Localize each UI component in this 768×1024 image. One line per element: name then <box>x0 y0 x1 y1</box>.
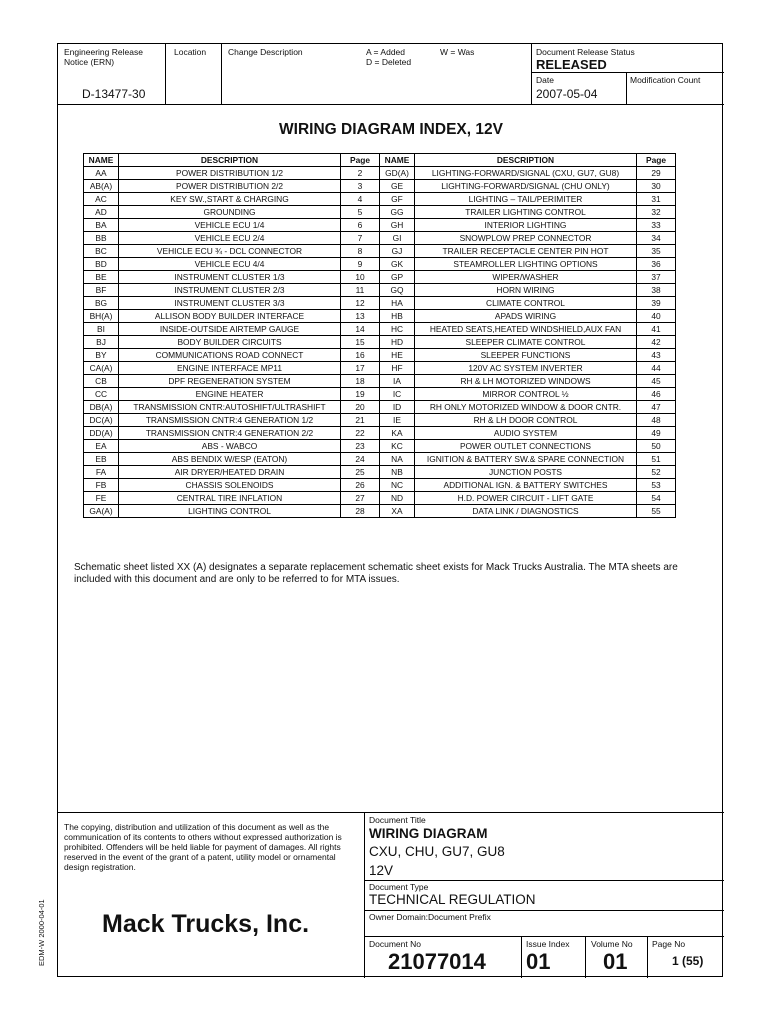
row-description: INTERIOR LIGHTING <box>415 219 637 232</box>
row-page: 13 <box>341 310 380 323</box>
row-name: NA <box>380 453 415 466</box>
row-name: BJ <box>84 336 119 349</box>
row-name: EB <box>84 453 119 466</box>
row-page: 44 <box>637 362 676 375</box>
table-row <box>84 505 676 518</box>
row-description: POWER DISTRIBUTION 1/2 <box>119 167 341 180</box>
row-name: BG <box>84 297 119 310</box>
row-page: 9 <box>341 258 380 271</box>
row-page: 48 <box>637 414 676 427</box>
row-description: RH & LH DOOR CONTROL <box>415 414 637 427</box>
location-label: Location <box>174 47 207 57</box>
row-name: AC <box>84 193 119 206</box>
row-page: 27 <box>341 492 380 505</box>
row-name: XA <box>380 505 415 518</box>
row-name: DC(A) <box>84 414 119 427</box>
row-description: GROUNDING <box>119 206 341 219</box>
row-name: HA <box>380 297 415 310</box>
row-description: HORN WIRING <box>415 284 637 297</box>
row-description: POWER DISTRIBUTION 2/2 <box>119 180 341 193</box>
ern-number: D-13477-30 <box>82 87 146 101</box>
row-name: GH <box>380 219 415 232</box>
document-number-label: Document No <box>369 939 421 949</box>
row-page: 31 <box>637 193 676 206</box>
row-description: CHASSIS SOLENOIDS <box>119 479 341 492</box>
issue-index-value: 01 <box>526 949 551 974</box>
row-name: BE <box>84 271 119 284</box>
table-row <box>84 388 676 401</box>
row-description: CLIMATE CONTROL <box>415 297 637 310</box>
row-name: GF <box>380 193 415 206</box>
row-description: CENTRAL TIRE INFLATION <box>119 492 341 505</box>
row-page: 7 <box>341 232 380 245</box>
row-page: 17 <box>341 362 380 375</box>
row-name: IC <box>380 388 415 401</box>
row-description: JUNCTION POSTS <box>415 466 637 479</box>
wiring-index-table <box>83 153 676 518</box>
row-page: 28 <box>341 505 380 518</box>
row-page: 18 <box>341 375 380 388</box>
row-description: LIGHTING CONTROL <box>119 505 341 518</box>
row-description: MIRROR CONTROL ½ <box>415 388 637 401</box>
column-header: DESCRIPTION <box>415 154 637 167</box>
row-page: 37 <box>637 271 676 284</box>
table-row <box>84 362 676 375</box>
row-description: ENGINE HEATER <box>119 388 341 401</box>
volume-number-label: Volume No <box>591 939 633 949</box>
table-row <box>84 414 676 427</box>
table-row <box>84 349 676 362</box>
row-page: 35 <box>637 245 676 258</box>
modification-count-label: Modification Count <box>630 75 701 85</box>
table-row <box>84 427 676 440</box>
column-header: Page <box>341 154 380 167</box>
row-page: 22 <box>341 427 380 440</box>
row-description: COMMUNICATIONS ROAD CONNECT <box>119 349 341 362</box>
row-page: 24 <box>341 453 380 466</box>
table-row <box>84 375 676 388</box>
row-name: BA <box>84 219 119 232</box>
row-name: HD <box>380 336 415 349</box>
row-page: 33 <box>637 219 676 232</box>
row-description: TRAILER RECEPTACLE CENTER PIN HOT <box>415 245 637 258</box>
row-description: POWER OUTLET CONNECTIONS <box>415 440 637 453</box>
row-name: ID <box>380 401 415 414</box>
row-name: NB <box>380 466 415 479</box>
row-name: GP <box>380 271 415 284</box>
row-name: GK <box>380 258 415 271</box>
row-page: 54 <box>637 492 676 505</box>
row-page: 6 <box>341 219 380 232</box>
table-header-row <box>84 154 676 167</box>
row-page: 21 <box>341 414 380 427</box>
row-description: INSTRUMENT CLUSTER 3/3 <box>119 297 341 310</box>
document-type-value: TECHNICAL REGULATION <box>369 892 536 907</box>
row-description: LIGHTING-FORWARD/SIGNAL (CHU ONLY) <box>415 180 637 193</box>
row-description: IGNITION & BATTERY SW.& SPARE CONNECTION <box>415 453 637 466</box>
row-name: BC <box>84 245 119 258</box>
row-description: TRAILER LIGHTING CONTROL <box>415 206 637 219</box>
row-name: NC <box>380 479 415 492</box>
row-page: 4 <box>341 193 380 206</box>
document-frame <box>57 43 723 977</box>
row-name: DB(A) <box>84 401 119 414</box>
column-header: NAME <box>380 154 415 167</box>
row-name: IE <box>380 414 415 427</box>
row-name: BH(A) <box>84 310 119 323</box>
row-description: 120V AC SYSTEM INVERTER <box>415 362 637 375</box>
table-row <box>84 479 676 492</box>
row-description: ABS - WABCO <box>119 440 341 453</box>
date-label: Date <box>536 75 554 85</box>
table-row <box>84 336 676 349</box>
row-page: 16 <box>341 349 380 362</box>
row-name: CB <box>84 375 119 388</box>
row-name: FA <box>84 466 119 479</box>
row-name: HF <box>380 362 415 375</box>
row-name: BF <box>84 284 119 297</box>
row-page: 8 <box>341 245 380 258</box>
row-page: 5 <box>341 206 380 219</box>
row-page: 38 <box>637 284 676 297</box>
row-page: 30 <box>637 180 676 193</box>
row-description: AIR DRYER/HEATED DRAIN <box>119 466 341 479</box>
row-name: EA <box>84 440 119 453</box>
row-page: 19 <box>341 388 380 401</box>
row-description: INSTRUMENT CLUSTER 2/3 <box>119 284 341 297</box>
row-page: 43 <box>637 349 676 362</box>
release-status-label: Document Release Status <box>536 47 635 57</box>
row-description: SLEEPER CLIMATE CONTROL <box>415 336 637 349</box>
index-table-body <box>84 167 676 518</box>
document-title-line-3: 12V <box>369 863 394 878</box>
copyright-notice: The copying, distribution and utilization of this document as well as the communication of its contents to others without expressed authorization is prohibited. Offenders will be held liable for payment of damages. All rights reserved in the event of the grant of a patent, utility model or ornamental design registration. <box>64 822 342 872</box>
change-description-label: Change Description <box>228 47 303 57</box>
row-page: 3 <box>341 180 380 193</box>
row-page: 34 <box>637 232 676 245</box>
row-description: VEHICLE ECU 1/4 <box>119 219 341 232</box>
row-page: 25 <box>341 466 380 479</box>
table-row <box>84 466 676 479</box>
row-description: TRANSMISSION CNTR:4 GENERATION 1/2 <box>119 414 341 427</box>
document-title-label: Document Title <box>369 815 426 825</box>
row-name: GJ <box>380 245 415 258</box>
row-description: VEHICLE ECU 4/4 <box>119 258 341 271</box>
row-page: 55 <box>637 505 676 518</box>
row-description: LIGHTING-FORWARD/SIGNAL (CXU, GU7, GU8) <box>415 167 637 180</box>
row-page: 42 <box>637 336 676 349</box>
row-name: AD <box>84 206 119 219</box>
row-description: VEHICLE ECU 2/4 <box>119 232 341 245</box>
row-description: TRANSMISSION CNTR:4 GENERATION 2/2 <box>119 427 341 440</box>
page-title: WIRING DIAGRAM INDEX, 12V <box>279 121 503 138</box>
row-description: SNOWPLOW PREP CONNECTOR <box>415 232 637 245</box>
deleted-legend: D = Deleted <box>366 57 412 67</box>
table-row <box>84 310 676 323</box>
table-row <box>84 245 676 258</box>
row-description: ADDITIONAL IGN. & BATTERY SWITCHES <box>415 479 637 492</box>
row-name: GI <box>380 232 415 245</box>
table-row <box>84 206 676 219</box>
page-number-value: 1 (55) <box>672 954 704 968</box>
row-name: AA <box>84 167 119 180</box>
row-page: 51 <box>637 453 676 466</box>
row-name: GD(A) <box>380 167 415 180</box>
table-row <box>84 193 676 206</box>
row-page: 47 <box>637 401 676 414</box>
row-description: BODY BUILDER CIRCUITS <box>119 336 341 349</box>
row-page: 14 <box>341 323 380 336</box>
row-page: 46 <box>637 388 676 401</box>
table-row <box>84 219 676 232</box>
row-name: HE <box>380 349 415 362</box>
column-header: Page <box>637 154 676 167</box>
ern-label: Engineering Release Notice (ERN) <box>64 47 143 67</box>
row-description: KEY SW.,START & CHARGING <box>119 193 341 206</box>
row-page: 11 <box>341 284 380 297</box>
table-row <box>84 297 676 310</box>
row-description: VEHICLE ECU ¾ - DCL CONNECTOR <box>119 245 341 258</box>
row-description: ENGINE INTERFACE MP11 <box>119 362 341 375</box>
row-page: 45 <box>637 375 676 388</box>
table-row <box>84 401 676 414</box>
column-header: NAME <box>84 154 119 167</box>
row-description: WIPER/WASHER <box>415 271 637 284</box>
row-description: ALLISON BODY BUILDER INTERFACE <box>119 310 341 323</box>
row-description: SLEEPER FUNCTIONS <box>415 349 637 362</box>
table-row <box>84 284 676 297</box>
row-page: 41 <box>637 323 676 336</box>
row-page: 23 <box>341 440 380 453</box>
row-description: DPF REGENERATION SYSTEM <box>119 375 341 388</box>
table-row <box>84 258 676 271</box>
issue-index-label: Issue Index <box>526 939 570 949</box>
row-description: H.D. POWER CIRCUIT - LIFT GATE <box>415 492 637 505</box>
row-name: ND <box>380 492 415 505</box>
row-description: ABS BENDIX W/ESP (EATON) <box>119 453 341 466</box>
row-name: GA(A) <box>84 505 119 518</box>
row-description: INSTRUMENT CLUSTER 1/3 <box>119 271 341 284</box>
row-name: HC <box>380 323 415 336</box>
row-page: 2 <box>341 167 380 180</box>
row-description: STEAMROLLER LIGHTING OPTIONS <box>415 258 637 271</box>
release-status-value: RELEASED <box>536 57 607 72</box>
row-description: LIGHTING – TAIL/PERIMITER <box>415 193 637 206</box>
row-name: BY <box>84 349 119 362</box>
row-description: DATA LINK / DIAGNOSTICS <box>415 505 637 518</box>
document-number-value: 21077014 <box>388 949 486 974</box>
side-edm-label: EDM-W 2000-04-01 <box>37 899 46 966</box>
row-description: AUDIO SYSTEM <box>415 427 637 440</box>
document-title-line-1: WIRING DIAGRAM <box>369 826 488 841</box>
row-page: 52 <box>637 466 676 479</box>
row-description: INSIDE-OUTSIDE AIRTEMP GAUGE <box>119 323 341 336</box>
mta-note: Schematic sheet listed XX (A) designates a separate replacement schematic sheet exists for Mack Trucks Australia. The MTA sheets are included with this document and are only to be referred to for MTA issues. <box>74 562 678 585</box>
row-page: 20 <box>341 401 380 414</box>
table-row <box>84 453 676 466</box>
row-name: CA(A) <box>84 362 119 375</box>
row-name: HB <box>380 310 415 323</box>
row-name: DD(A) <box>84 427 119 440</box>
was-legend: W = Was <box>440 47 475 57</box>
owner-domain-label: Owner Domain:Document Prefix <box>369 912 491 922</box>
row-name: IA <box>380 375 415 388</box>
row-page: 29 <box>637 167 676 180</box>
row-name: CC <box>84 388 119 401</box>
column-header: DESCRIPTION <box>119 154 341 167</box>
row-page: 49 <box>637 427 676 440</box>
document-type-label: Document Type <box>369 882 429 892</box>
row-page: 53 <box>637 479 676 492</box>
date-value: 2007-05-04 <box>536 87 598 101</box>
document-title-line-2: CXU, CHU, GU7, GU8 <box>369 844 505 859</box>
row-name: BI <box>84 323 119 336</box>
row-description: TRANSMISSION CNTR:AUTOSHIFT/ULTRASHIFT <box>119 401 341 414</box>
row-name: FE <box>84 492 119 505</box>
row-name: BD <box>84 258 119 271</box>
row-description: HEATED SEATS,HEATED WINDSHIELD,AUX FAN <box>415 323 637 336</box>
row-page: 40 <box>637 310 676 323</box>
row-name: GQ <box>380 284 415 297</box>
table-row <box>84 167 676 180</box>
row-name: GG <box>380 206 415 219</box>
row-name: AB(A) <box>84 180 119 193</box>
company-name: Mack Trucks, Inc. <box>102 910 310 938</box>
row-page: 39 <box>637 297 676 310</box>
row-page: 15 <box>341 336 380 349</box>
row-description: APADS WIRING <box>415 310 637 323</box>
row-description: RH ONLY MOTORIZED WINDOW & DOOR CNTR. <box>415 401 637 414</box>
row-page: 36 <box>637 258 676 271</box>
added-legend: A = Added <box>366 47 405 57</box>
row-name: BB <box>84 232 119 245</box>
row-page: 10 <box>341 271 380 284</box>
row-page: 12 <box>341 297 380 310</box>
table-row <box>84 440 676 453</box>
row-description: RH & LH MOTORIZED WINDOWS <box>415 375 637 388</box>
page-number-label: Page No <box>652 939 686 949</box>
row-name: KC <box>380 440 415 453</box>
row-name: FB <box>84 479 119 492</box>
volume-number-value: 01 <box>603 949 628 974</box>
row-name: GE <box>380 180 415 193</box>
table-row <box>84 323 676 336</box>
table-row <box>84 492 676 505</box>
row-name: KA <box>380 427 415 440</box>
row-page: 26 <box>341 479 380 492</box>
row-page: 32 <box>637 206 676 219</box>
table-row <box>84 180 676 193</box>
table-row <box>84 271 676 284</box>
row-page: 50 <box>637 440 676 453</box>
table-row <box>84 232 676 245</box>
